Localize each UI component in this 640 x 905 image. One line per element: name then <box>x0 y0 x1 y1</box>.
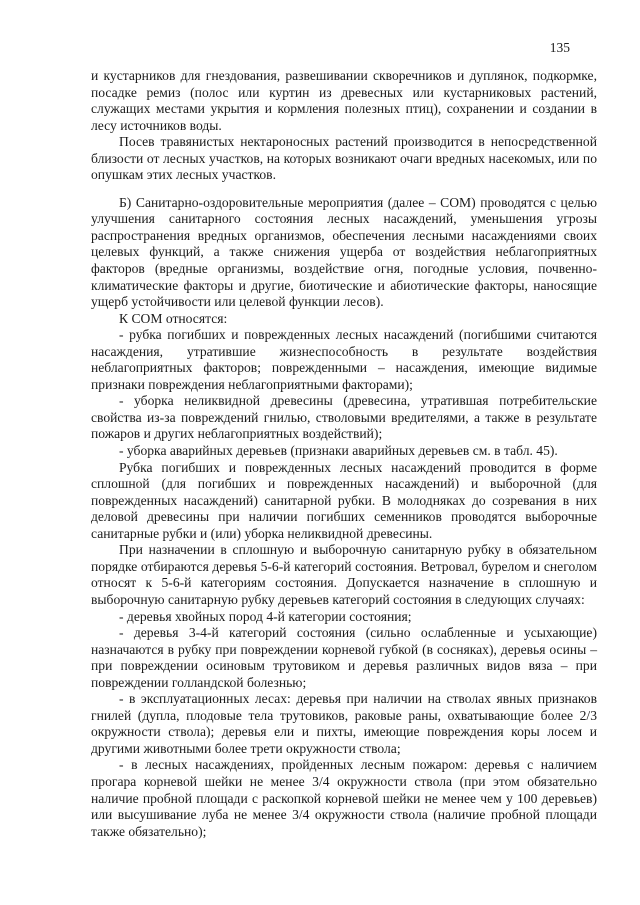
list-item: - в лесных насаждениях, пройденных лесным пожаром: деревья с наличием прогара корневой шейки не менее 3/4 окружности ствола (при этом обязательно наличие пробной площади с раскопкой корневой шейки не менее чем у 100 деревьев) или высушивание луба не менее 3/4 окружности ствола (наличие пробной площади также обязательно); <box>91 757 597 839</box>
paragraph: и кустарников для гнездования, развешивании скворечников и дуплянок, подкормке, посадке ремиз (полос или куртин из древесных или кустарниковых растений, служащих местами укрытия и кормления полезных птиц), сохранении и создании в лесу источников воды. <box>91 68 597 133</box>
list-item: - уборка неликвидной древесины (древесина, утратившая потребительские свойства из-за повреждений гнилью, стволовыми вредителями, а также в результате пожаров и других неблагоприятных воздействий); <box>91 393 597 442</box>
list-item: - деревья хвойных пород 4-й категории состояния; <box>119 608 412 624</box>
paragraph: При назначении в сплошную и выборочную санитарную рубку в обязательном порядке отбираются деревья 5-6-й категорий состояния. Ветровал, бурелом и снеголом относят к 5-6-й категориям состояния. Допускается назначение в сплошную и выборочную санитарную рубку деревьев категорий состояния в следующих случаях: <box>91 542 597 607</box>
document-body <box>91 68 597 840</box>
paragraph: Рубка погибших и поврежденных лесных насаждений проводится в форме сплошной (для погибших и поврежденных насаждений) и выборочной (для поврежденных насаждений) санитарной рубки. В молодняках до созревания в них деловой древесины при наличии погибших семенников проводятся выборочные санитарные рубки и (или) уборка неликвидной древесины. <box>91 459 597 541</box>
list-item: - рубка погибших и поврежденных лесных насаждений (погибшими считаются насаждения, утратившие жизнеспособность в результате воздействия неблагоприятных факторов; поврежденными – насаждения, имеющие видимые признаки повреждения неблагоприятными факторами); <box>91 327 597 392</box>
paragraph: Б) Санитарно-оздоровительные мероприятия (далее – СОМ) проводятся с целью улучшения санитарного состояния лесных насаждений, уменьшения угрозы распространения вредных организмов, обеспечения лесными насаждениями своих целевых функций, а также снижения ущерба от воздействия неблагоприятных факторов (вредные организмы, воздействие огня, погодные условия, почвенно-климатические факторы и другие, биотические и абиотические факторы, наносящие ущерб устойчивости или целевой функции лесов). <box>91 194 597 310</box>
list-item: - уборка аварийных деревьев (признаки аварийных деревьев см. в табл. 45). <box>119 443 558 459</box>
list-item: - в эксплуатационных лесах: деревья при наличии на стволах явных признаков гнилей (дупла, плодовые тела трутовиков, раковые раны, охватывающие более 2/3 окружности ствола); деревья ели и пихты, имеющие повреждения коры лосем и другими животными более трети окружности ствола; <box>91 691 597 756</box>
list-item: - деревья 3-4-й категорий состояния (сильно ослабленные и усыхающие) назначаются в рубку при повреждении корневой губкой (в сосняках), деревья осины – при повреждении осиновым трутовиком и деревья различных видов вяза – при повреждении голландской болезнью; <box>91 625 597 690</box>
paragraph: Посев травянистых нектароносных растений производится в непосредственной близости от лесных участков, на которых возникают очаги вредных насекомых, или по опушкам этих лесных участков. <box>91 134 597 183</box>
page-number: 135 <box>549 40 570 55</box>
paragraph: К СОМ относятся: <box>119 310 228 326</box>
